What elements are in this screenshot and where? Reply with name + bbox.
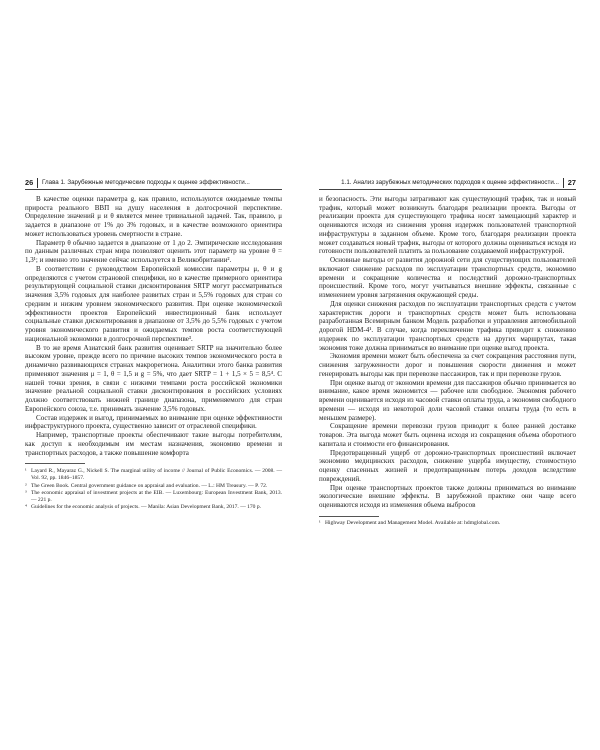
left-page [25, 177, 282, 512]
left-header-rule [25, 189, 282, 190]
footnote-separator [319, 516, 379, 517]
paragraph: Для оценки снижения расходов по эксплуатации транспортных средств с учетом характеристик дороги и транспортных средств может быть использована разработанная Всемирным банком Модель разработки и управления автомобильной дорогой HDM-4¹. В случае, когда переключение трафика приводит к снижению издержек по эксплуатации транспортных средств на других маршрутах, такая экономия тоже должна приниматься во внимание при оценке выгод проекта. [319, 299, 576, 352]
paragraph: Основные выгоды от развития дорожной сети для существующих пользователей включают снижение расходов по эксплуатации транспортных средств, экономию времени и сокращение количества и последствий дорожно-транспортных происшествий. Кроме того, могут учитываться внешние эффекты, связанные с изменением уровня загрязнения окружающей среды. [319, 256, 576, 300]
right-header-rule [319, 189, 576, 190]
footnote-separator [25, 463, 85, 464]
paragraph: Например, транспортные проекты обеспечивают такие выгоды потребителям, как доступ к необходимым им местам назначения, экономию времени и транспортных расходов, а также повышение комфорта [25, 431, 282, 457]
header-divider [37, 178, 38, 188]
paragraph: Состав издержек и выгод, принимаемых во внимание при оценке эффективности инфраструктурного проекта, существенно зависит от отраслевой специфики. [25, 413, 282, 431]
left-footnotes [25, 468, 282, 512]
right-body-text [319, 195, 576, 510]
left-body-text [25, 195, 282, 458]
header-divider [563, 178, 564, 188]
paragraph: В то же время Азиатский банк развития оценивает SRTP на значительно более высоком уровне, прежде всего по причине высоких темпов экономического роста в динамично развивающихся странах макрорегиона. Аналитики этого банка развития применяют значения μ = 1, θ = 1,5 и g = 5%, что дает SRTP = 1 + 1,5 × 5 = 8,5⁴. С нашей точки зрения, в связи с низкими темпами роста российской экономики значение реальной социальной ставки дисконтирования в российских условиях должно соответствовать нижней границе диапазона, применяемого для стран Европейского союза, т.е. принимать значение 3,5% годовых. [25, 343, 282, 413]
footnote-index: ¹ [319, 520, 321, 527]
paragraph: Параметр θ обычно задается в диапазоне от 1 до 2. Эмпирические исследования по данным различных стран мира позволяют оценить этот параметр на уровне θ = 1,3¹; и именно это значение сейчас используется в Великобритании². [25, 238, 282, 265]
right-header-title: 1.1. Анализ зарубежных методических подходов к оценке эффективности... [341, 179, 559, 186]
right-running-header [319, 177, 576, 188]
footnote-index: ³ [25, 489, 27, 496]
paragraph: Предотвращенный ущерб от дорожно-транспортных происшествий включает экономию медицинских расходов, снижение ущерба имуществу, стоимостную оценку спасенных жизней и предотвращенным потерь доходов вследствие повреждений. [319, 448, 576, 483]
footnote [25, 504, 282, 511]
right-page-number: 27 [567, 178, 576, 187]
left-page-number: 26 [25, 178, 34, 187]
footnote-text: Layard R., Mayaraz G., Nickell S. The marginal utility of income // Journal of Public Economics. — 2008. — Vol. 92, pp. 1846–1857. [31, 467, 282, 482]
footnote [25, 483, 282, 490]
footnote-index: ⁴ [25, 504, 27, 511]
paragraph: В соответствии с руководством Европейской комиссии параметры μ, θ и g определяются с учетом страновой специфики, но в качестве примерного ориентира результирующей социальной ставки дисконтирования SRTP могут рассматриваться значения 3,5% годовых для наиболее развитых стран и 5,5% годовых для стран со средним и низким уровнем экономического развития. При оценке экономической эффективности проектов Европейский инвестиционный банк использует социальные ставки дисконтирования в диапазоне от 3,5% до 5,5% годовых с учетом уровня экономического развития и ожидаемых темпов роста соответствующей национальной экономики в долгосрочной перспективе³. [25, 264, 282, 343]
paragraph: Экономия времени может быть обеспечена за счет сокращения расстояния пути, снижения загруженности дорог и повышения скорости движения и может генерировать выгоды как при перевозке пассажиров, так и при перевозке грузов. [319, 352, 576, 378]
left-running-header [25, 177, 282, 188]
footnote-text: The economic appraisal of investment projects at the EIB. — Luxembourg: European Investment Bank, 2013. — 221 p. [31, 489, 282, 504]
footnote-text: The Green Book. Central government guidance on appraisal and evaluation. — L.: HM Treasury. — P. 72. [31, 482, 268, 489]
footnote-text: Guidelines for the economic analysis of projects. — Manila: Asian Development Bank, 2017. — 170 p. [31, 504, 261, 511]
paragraph: Сокращение времени перевозки грузов приводит к более ранней доставке товаров. Эта выгода может быть оценена исходя из сокращения объема оборотного капитала и стоимости его финансирования. [319, 422, 576, 448]
footnote-text: Highway Development and Management Model. Available at: hdmglobal.com. [325, 520, 501, 527]
footnote [319, 520, 576, 527]
footnote [25, 468, 282, 483]
footnote-index: ² [25, 482, 27, 489]
paragraph: При оценке выгод от экономии времени для пассажиров обычно принимается во внимание, какое время экономится — рабочее или свободное. Экономия рабочего времени оценивается исходя из часовой ставки оплаты труда, а экономия свободного времени — исходя из некоторой доли часовой ставки оплаты труда (то есть в меньшем размере). [319, 378, 576, 422]
footnote-index: ¹ [25, 467, 27, 474]
paragraph: В качестве оценки параметра g, как правило, используются ожидаемые темпы прироста реального ВВП на душу населения в долгосрочной перспективе. Определение значений μ и θ является менее тривиальной задачей. Так, правило, μ задается в диапазоне от 1% до 3% годовых, и в качестве возможного ориентира может использоваться уровень смертности в стране. [25, 194, 282, 238]
right-page [319, 177, 576, 528]
paragraph: и безопасность. Эти выгоды затрагивают как существующий трафик, так и новый трафик, который может возникнуть благодаря реализации проекта. Выгоды от реализации проекта для существующего трафика носят замещающий характер и оцениваются исходя из снижения уровня издержек пользователей транспортной инфраструктуры в заданном объеме. Кроме того, благодаря реализации проекта может создаваться новый трафик, выгоды от которого должны оцениваться исходя из готовности пользователей платить за пользование создаваемой инфраструктурой. [319, 194, 576, 256]
footnote [25, 490, 282, 505]
right-footnotes [319, 520, 576, 527]
paragraph: При оценке транспортных проектов также должны приниматься во внимание экологические внешние эффекты. В зарубежной практике они чаще всего оцениваются исходя из изменения объема выбросов [319, 483, 576, 510]
left-header-title: Глава 1. Зарубежные методические подходы к оценке эффективности... [42, 179, 250, 186]
